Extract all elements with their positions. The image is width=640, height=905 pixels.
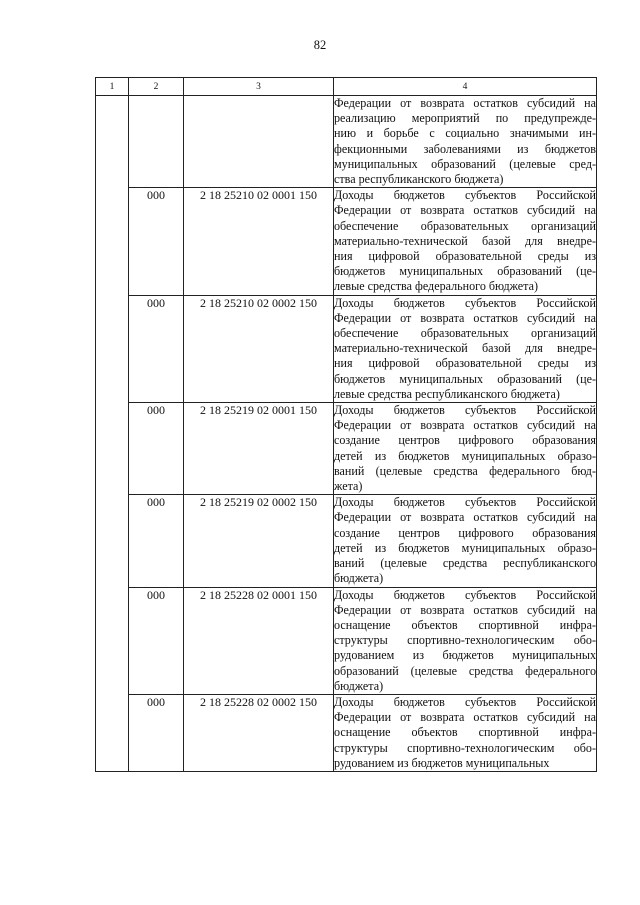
description-line: детей из бюджетов муниципальных образо- — [334, 540, 596, 555]
description-line: оснащение объектов спортивной инфра- — [334, 725, 596, 740]
table-row — [96, 96, 597, 188]
description-line: оснащение объектов спортивной инфра- — [334, 617, 596, 632]
budget-code-cell: 2 18 25228 02 0002 150 — [184, 694, 334, 771]
table-row — [96, 403, 597, 495]
col1-cell — [96, 96, 129, 772]
budget-code-cell: 2 18 25228 02 0001 150 — [184, 587, 334, 694]
header-col-4: 4 — [334, 78, 597, 96]
table-body — [96, 96, 597, 772]
table-row — [96, 295, 597, 402]
description-line: левые средства республиканского бюджета) — [334, 386, 560, 401]
table-row — [96, 188, 597, 295]
description-cell — [334, 96, 597, 188]
description-line: Федерации от возврата остатков субсидий на — [334, 602, 596, 617]
description-line: обеспечение образовательных организаций — [334, 326, 596, 341]
budget-code-cell: 2 18 25210 02 0002 150 — [184, 295, 334, 402]
description-line: реализацию мероприятий по предупрежде- — [334, 111, 596, 126]
description-line: бюджета) — [334, 678, 384, 693]
description-line: материально-технической базой для внедре- — [334, 233, 596, 248]
description-line: муниципальных образований (целевые сред- — [334, 156, 596, 171]
admin-code-cell: 000 — [129, 188, 184, 295]
admin-code-cell: 000 — [129, 495, 184, 587]
description-line: Доходы бюджетов субъектов Российской — [334, 295, 596, 310]
description-line: жета) — [334, 479, 363, 494]
description-line: структуры спортивно-технологическим обо- — [334, 740, 596, 755]
description-line: рудованием из бюджетов муниципальных — [334, 755, 550, 770]
page-number: 82 — [313, 38, 327, 52]
budget-code-cell — [184, 96, 334, 188]
description-line: рудованием из бюджетов муниципальных — [334, 648, 596, 663]
description-line: обеспечение образовательных организаций — [334, 218, 596, 233]
description-line: структуры спортивно-технологическим обо- — [334, 633, 596, 648]
admin-code-cell: 000 — [129, 587, 184, 694]
description-line: Федерации от возврата остатков субсидий на — [334, 418, 596, 433]
description-line: Федерации от возврата остатков субсидий на — [334, 310, 596, 325]
description-line: бюджета) — [334, 571, 384, 586]
header-col-3: 3 — [184, 78, 334, 96]
header-col-1: 1 — [96, 78, 129, 96]
budget-codes-table — [95, 77, 597, 772]
description-line: создание центров цифрового образования — [334, 433, 596, 448]
budget-code-cell: 2 18 25219 02 0001 150 — [184, 403, 334, 495]
description-line: Доходы бюджетов субъектов Российской — [334, 587, 596, 602]
description-line: ваний (целевые средства республиканского — [334, 556, 596, 571]
description-cell — [334, 495, 597, 587]
description-line: ния цифровой образовательной среды из — [334, 356, 596, 371]
description-line: детей из бюджетов муниципальных образо- — [334, 448, 596, 463]
description-line: бюджетов муниципальных образований (це- — [334, 371, 596, 386]
description-line: Доходы бюджетов субъектов Российской — [334, 403, 596, 418]
description-line: ваний (целевые средства федерального бюд- — [334, 463, 596, 478]
description-line: образований (целевые средства федерального — [334, 663, 596, 678]
table-row — [96, 587, 597, 694]
admin-code-cell — [129, 96, 184, 188]
description-cell — [334, 188, 597, 295]
description-line: Федерации от возврата остатков субсидий на — [334, 510, 596, 525]
budget-code-cell: 2 18 25210 02 0001 150 — [184, 188, 334, 295]
description-cell — [334, 295, 597, 402]
admin-code-cell: 000 — [129, 694, 184, 771]
budget-code-cell: 2 18 25219 02 0002 150 — [184, 495, 334, 587]
description-line: нию и борьбе с социально значимыми ин- — [334, 126, 596, 141]
description-line: фекционными заболеваниями из бюджетов — [334, 141, 596, 156]
header-col-2: 2 — [129, 78, 184, 96]
description-line: левые средства федерального бюджета) — [334, 279, 539, 294]
table-row — [96, 495, 597, 587]
description-cell — [334, 403, 597, 495]
description-line: Доходы бюджетов субъектов Российской — [334, 188, 596, 203]
description-cell — [334, 587, 597, 694]
table-header-row — [96, 78, 597, 96]
description-line: Федерации от возврата остатков субсидий на — [334, 96, 596, 110]
admin-code-cell: 000 — [129, 295, 184, 402]
description-line: Доходы бюджетов субъектов Российской — [334, 694, 596, 709]
description-line: ния цифровой образовательной среды из — [334, 249, 596, 264]
description-cell — [334, 694, 597, 771]
admin-code-cell: 000 — [129, 403, 184, 495]
description-line: Доходы бюджетов субъектов Российской — [334, 495, 596, 510]
description-line: ства республиканского бюджета) — [334, 172, 504, 187]
description-line: Федерации от возврата остатков субсидий на — [334, 710, 596, 725]
description-line: Федерации от возврата остатков субсидий на — [334, 203, 596, 218]
table-row — [96, 694, 597, 771]
description-line: создание центров цифрового образования — [334, 525, 596, 540]
description-line: материально-технической базой для внедре- — [334, 341, 596, 356]
description-line: бюджетов муниципальных образований (це- — [334, 264, 596, 279]
